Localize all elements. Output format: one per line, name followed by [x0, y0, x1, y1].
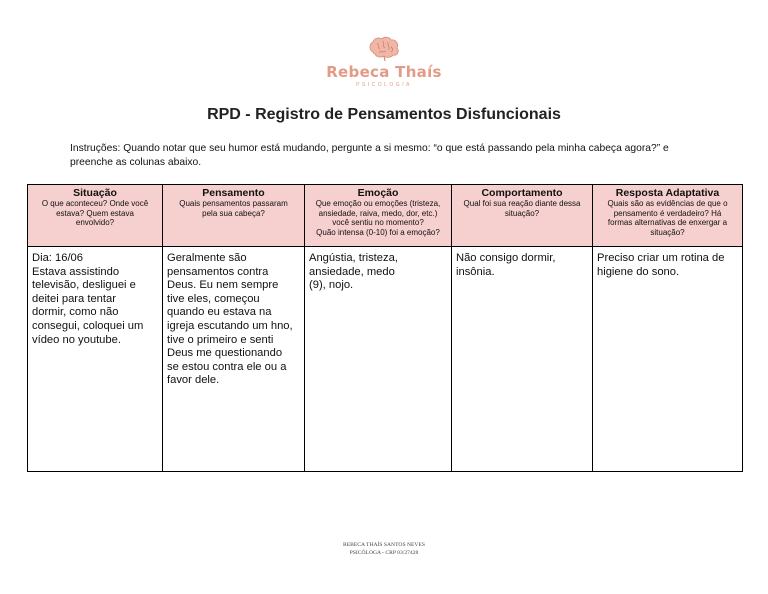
column-subtitle: Qual foi sua reação diante dessa situação? [463, 199, 581, 218]
column-title: Resposta Adaptativa [615, 187, 720, 199]
page-title: RPD - Registro de Pensamentos Disfuncionais [207, 106, 561, 123]
rpd-table [27, 184, 743, 472]
footer-name: REBECA THAÍS SANTOS NEVES [342, 542, 425, 548]
column-title: Pensamento [202, 187, 265, 199]
column-title: Situação [73, 187, 117, 199]
logo [0, 36, 768, 88]
cell-pensamento[interactable]: Geralmente são pensamentos contra Deus. Eu nem sempre tive eles, começou quando eu estava na igreja escutando um hno, tive o primeiro e senti Deus me questionando se estou contra ele ou a favor dele. [163, 247, 305, 472]
column-header-resposta-adaptativa [593, 185, 743, 247]
column-subtitle: Quais pensamentos passaram pela sua cabeça? [179, 199, 288, 218]
column-title: Emoção [357, 187, 399, 199]
column-header-pensamento [163, 185, 305, 247]
column-header-emocao [305, 185, 452, 247]
column-header-situacao [28, 185, 163, 247]
footer-crp: PSICÓLOGA - CRP 03/27428 [349, 550, 419, 556]
brain-icon [367, 36, 401, 62]
cell-situacao[interactable]: Dia: 16/06 Estava assistindo televisão, desliguei e deitei para tentar dormir, como não consegui, coloquei um vídeo no youtube. [28, 247, 163, 472]
column-subtitle: O que aconteceu? Onde você estava? Quem estava envolvido? [41, 199, 149, 228]
cell-resposta-adaptativa[interactable]: Preciso criar um rotina de higiene do sono. [593, 247, 743, 472]
column-header-comportamento [452, 185, 593, 247]
brand-subtitle: PSICOLOGIA [356, 82, 412, 88]
brand-name: Rebeca Thaís [326, 63, 442, 81]
table-header-row [28, 185, 743, 247]
footer [0, 541, 768, 557]
table-row [28, 247, 743, 472]
instructions: Instruções: Quando notar que seu humor está mudando, pergunte a si mesmo: “o que está passando pela minha cabeça agora?” e preenche as colunas abaixo. [70, 143, 669, 168]
cell-comportamento[interactable]: Não consigo dormir, insônia. [452, 247, 593, 472]
cell-emocao[interactable]: Angústia, tristeza, ansiedade, medo (9), nojo. [305, 247, 452, 472]
column-subtitle: Que emoção ou emoções (tristeza, ansiedade, raiva, medo, dor, etc.) você sentiu no momento? Quão intensa (0-10) foi a emoção? [315, 199, 441, 237]
column-title: Comportamento [481, 187, 563, 199]
column-subtitle: Quais são as evidências de que o pensamento é verdadeiro? Há formas alternativas de enxergar a situação? [607, 199, 728, 237]
